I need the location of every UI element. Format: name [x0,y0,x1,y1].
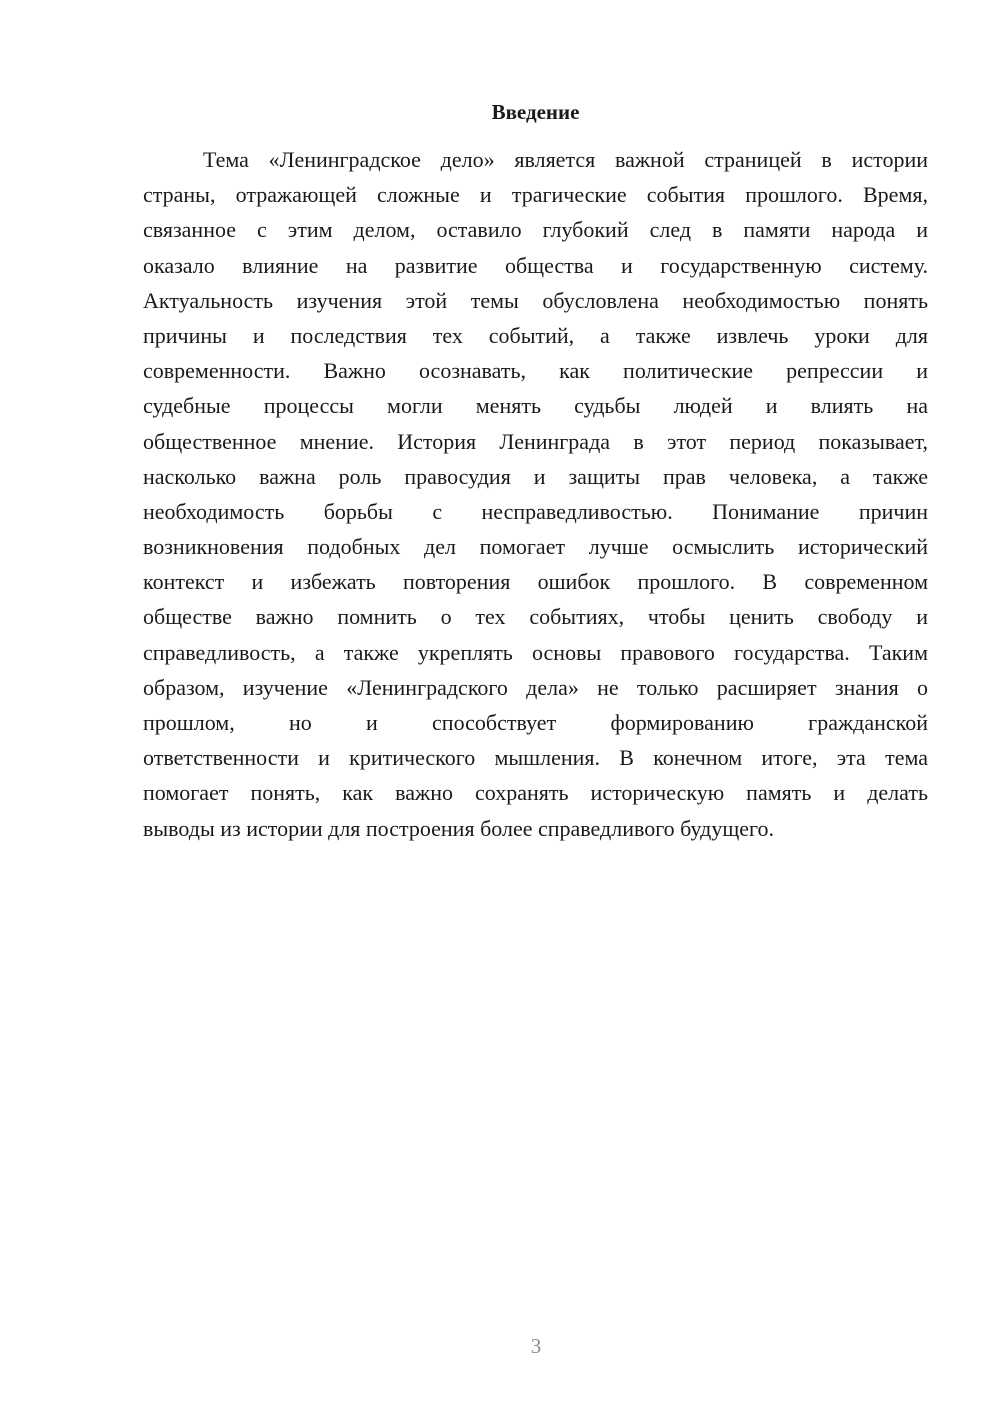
paragraph-line: Актуальность изучения этой темы обусловлена необходимостью понять [143,287,928,313]
paragraph-line: помогает понять, как важно сохранять историческую память и делать [143,780,928,806]
section-heading: Введение [491,100,580,124]
paragraph-line: общественное мнение. История Ленинграда в этот период показывает, [143,428,928,454]
paragraph-line: образом, изучение «Ленинградского дела» не только расширяет знания о [143,674,928,700]
paragraph-line: обществе важно помнить о тех событиях, чтобы ценить свободу и [143,604,928,630]
introduction-paragraph [143,142,928,846]
paragraph-line: страны, отражающей сложные и трагические события прошлого. Время, [143,182,928,208]
paragraph-line: причины и последствия тех событий, а также извлечь уроки для [143,322,928,348]
paragraph-line: современности. Важно осознавать, как политические репрессии и [143,358,928,384]
paragraph-line: необходимость борьбы с несправедливостью. Понимание причин [143,498,928,524]
paragraph-line: выводы из истории для построения более справедливого будущего. [143,815,775,841]
paragraph-line: справедливость, а также укреплять основы правового государства. Таким [143,639,928,665]
paragraph-line: Тема «Ленинградское дело» является важной страницей в истории [203,147,928,172]
paragraph-line: оказало влияние на развитие общества и государственную систему. [143,252,928,278]
paragraph-line: контекст и избежать повторения ошибок прошлого. В современном [143,569,928,595]
paragraph-line: ответственности и критического мышления. В конечном итоге, эта тема [143,745,928,771]
paragraph-line: насколько важна роль правосудия и защиты прав человека, а также [143,463,928,489]
page-number: 3 [530,1334,542,1358]
paragraph-line: прошлом, но и способствует формированию гражданской [143,710,928,735]
paragraph-line: возникновения подобных дел помогает лучше осмыслить исторический [143,534,928,560]
paragraph-line: связанное с этим делом, оставило глубокий след в памяти народа и [143,217,928,243]
paragraph-line: судебные процессы могли менять судьбы людей и влиять на [143,393,928,419]
